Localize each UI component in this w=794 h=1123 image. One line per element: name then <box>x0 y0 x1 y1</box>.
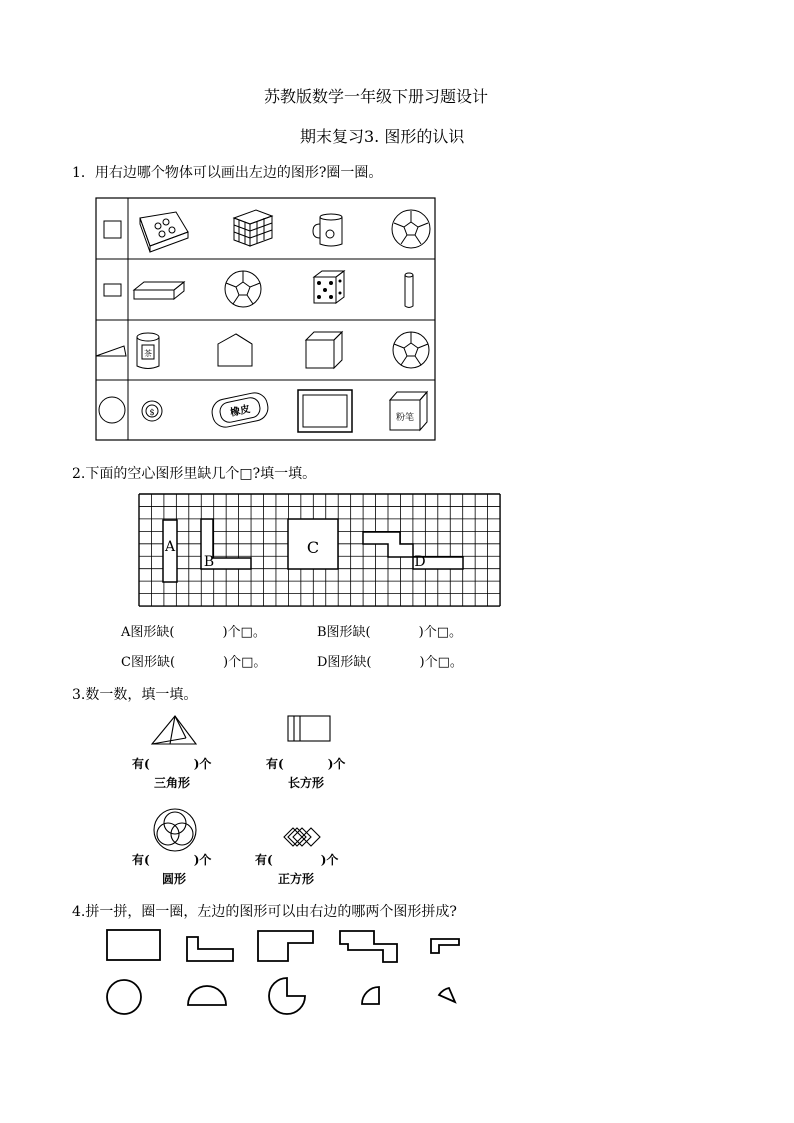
circle-count-tail: )个 <box>193 853 212 867</box>
blank-b-lead: B图形缺( <box>317 625 371 640</box>
q4-piece-three-quarter <box>269 978 305 1014</box>
blank-c-tail: )个□。 <box>223 655 267 670</box>
coin-label: $ <box>149 408 155 417</box>
shape-d-letter: D <box>414 554 426 570</box>
tea-label: 茶 <box>144 349 152 358</box>
shape-b-letter: B <box>203 554 215 570</box>
triangle-count-lead: 有( <box>132 757 150 771</box>
rectangle-shape-name: 长方形 <box>288 776 325 790</box>
blank-a-lead: A图形缺( <box>121 625 175 640</box>
shape-a-letter: A <box>164 539 176 555</box>
blank-c-lead: C图形缺( <box>121 655 176 670</box>
triangle-shape-name: 三角形 <box>154 776 191 790</box>
rectangle-count-tail: )个 <box>327 757 346 771</box>
question-4-prompt: 4.拼一拼，圈一圈，左边的图形可以由右边的哪两个图形拼成? <box>72 904 457 920</box>
q4-piece-tiny-l <box>431 939 459 953</box>
q4-piece-l-small <box>187 937 233 961</box>
question-2-prompt: 2.下面的空心图形里缺几个□?填一填。 <box>72 466 317 482</box>
blank-d-tail: )个□。 <box>419 655 463 670</box>
square-count-tail: )个 <box>320 853 339 867</box>
chalk-label: 粉笔 <box>395 413 415 423</box>
page-title: 苏教版数学一年级下册习题设计 <box>264 87 489 106</box>
eraser-label: 橡皮 <box>229 404 252 419</box>
square-shape-name: 正方形 <box>278 872 315 886</box>
question-3-prompt: 3.数一数，填一填。 <box>72 687 198 703</box>
q4-piece-semicircle <box>188 986 226 1005</box>
blank-b-tail: )个□。 <box>418 625 462 640</box>
blank-d-lead: D图形缺( <box>317 655 372 670</box>
rectangle-count-lead: 有( <box>266 757 284 771</box>
circle-shape-name: 圆形 <box>162 872 187 886</box>
question-1-prompt: 1．用右边哪个物体可以画出左边的图形?圈一圈。 <box>72 165 383 181</box>
page-subtitle: 期末复习3. 图形的认识 <box>300 127 465 146</box>
shape-c-letter: C <box>306 538 320 557</box>
square-count-lead: 有( <box>255 853 273 867</box>
q4-target-rectangle <box>107 930 160 960</box>
q4-piece-step <box>340 931 397 962</box>
circle-count-lead: 有( <box>132 853 150 867</box>
triangle-count-tail: )个 <box>193 757 212 771</box>
q4-target-circle <box>107 980 141 1014</box>
q4-piece-notched-rect <box>258 931 313 961</box>
q4-piece-eighth <box>439 988 455 1002</box>
blank-a-tail: )个□。 <box>222 625 266 640</box>
q4-piece-quarter <box>362 987 379 1004</box>
